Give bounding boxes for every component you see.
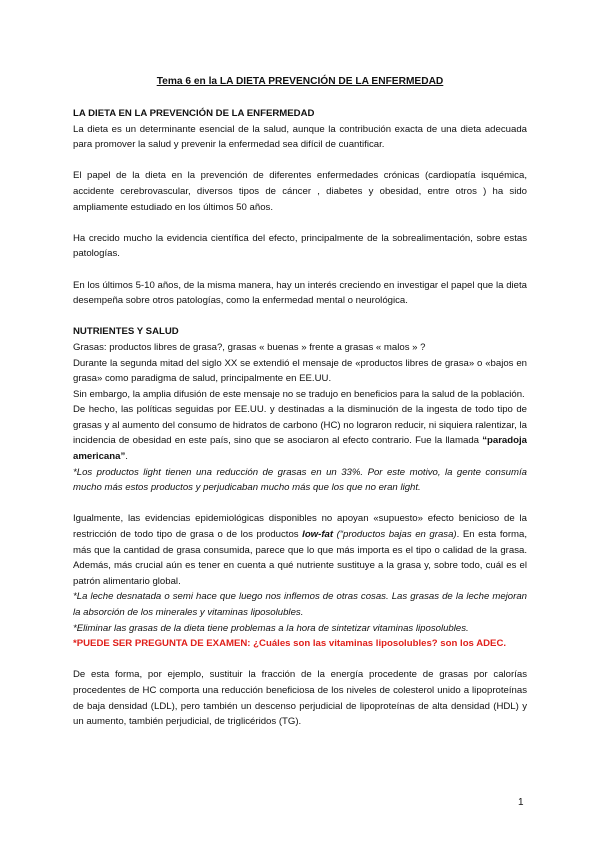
- paragraph: [73, 511, 527, 589]
- italic-note: *Eliminar las grasas de la dieta tiene problemas a la hora de sintetizar vitaminas liposolubles.: [73, 622, 469, 634]
- section-heading-dieta: LA DIETA EN LA PREVENCIÓN DE LA ENFERMEDAD: [73, 108, 315, 119]
- paragraph: En los últimos 5-10 años, de la misma manera, hay un interés creciendo en investigar el papel que la dieta desempeña sobre otros patologías, como la enfermedad mental o neurológica.: [73, 279, 527, 307]
- page-number: 1: [518, 797, 524, 808]
- exam-note: *PUEDE SER PREGUNTA DE EXAMEN: ¿Cuáles son las vitaminas liposolubles? son los ADEC.: [73, 638, 507, 650]
- paragraph: Grasas: productos libres de grasa?, grasas « buenas » frente a grasas « malos » ?: [73, 341, 426, 353]
- text-run: Igualmente, las evidencias epidemiológicas disponibles no apoyan «supuesto» efecto benicioso de la restricción de todo tipo de grasa o de los productos: [73, 513, 527, 541]
- text-run: .: [125, 451, 128, 463]
- paragraph: De esta forma, por ejemplo, sustituir la fracción de la energía procedente de grasas por calorías procedentes de HC comporta una reducción beneficiosa de los niveles de colesterol unido a lipoproteínas de baja densidad (LDL), pero también un descenso perjudicial de lipoproteínas de alta densidad (HDL) y un aumento, también perjudicial, de triglicéridos (TG).: [73, 669, 527, 728]
- emphasis-term: low-fat: [302, 529, 334, 541]
- italic-note: *Los productos light tienen una reducción de grasas en un 33%. Por este motivo, la gente consumía mucho más estos productos y perjudicaban mucho más que los que no eran light.: [73, 466, 527, 494]
- section-heading-nutrientes: NUTRIENTES Y SALUD: [73, 326, 179, 338]
- text-run: De hecho, las políticas seguidas por EE.UU. y destinadas a la disminución de la ingesta de todo tipo de grasas y al aumento del consumo de hidratos de carbono (HC) no lograron reducir, ni siquiera ralentizar, la incidencia de obesidad en este país, sino que se asociaron al efecto contrario. Fue la llamada: [73, 404, 527, 447]
- paragraph: Durante la segunda mitad del siglo XX se extendió el mensaje de «productos libres de grasa» o «bajos en grasa» como paradigma de salud, principalmente en EE.UU.: [73, 357, 527, 385]
- paragraph: Sin embargo, la amplia difusión de este mensaje no se tradujo en beneficios para la salud de la población.: [73, 388, 525, 400]
- document-body: [73, 106, 527, 730]
- paragraph: Ha crecido mucho la evidencia científica del efecto, principalmente de la sobrealimentación, sobre estas patologías.: [73, 232, 527, 260]
- emphasis-gloss: (“productos bajas en grasa): [333, 529, 457, 541]
- paragraph: La dieta es un determinante esencial de la salud, aunque la contribución exacta de una dieta adecuada para promover la salud y prevenir la enfermedad sea difícil de cuantificar.: [73, 123, 527, 151]
- document-title: Tema 6 en la LA DIETA PREVENCIÓN DE LA ENFERMEDAD: [156, 76, 444, 87]
- paragraph: [73, 402, 527, 464]
- paragraph: El papel de la dieta en la prevención de diferentes enfermedades crónicas (cardiopatía isquémica, accidente cerebrovascular, diversos tipos de cáncer , diabetes y obesidad, entre otros ) ha sido ampliamente estudiado en los últimos 50 años.: [73, 170, 527, 213]
- highlight-term: “paradoja americana”: [73, 435, 527, 463]
- italic-note: *La leche desnatada o semi hace que luego nos inflemos de otras cosas. Las grasas de la leche mejoran la absorción de los minerales y vitaminas liposolubles.: [73, 591, 527, 618]
- text-run: . En esta forma, más que la cantidad de grasa consumida, parece que lo que más importa es el tipo o calidad de la grasa. Además, más crucial aún es tener en cuenta a qué nutriente sustituye a la grasa y, sobre todo, cuál es el patrón alimentario global.: [73, 529, 528, 587]
